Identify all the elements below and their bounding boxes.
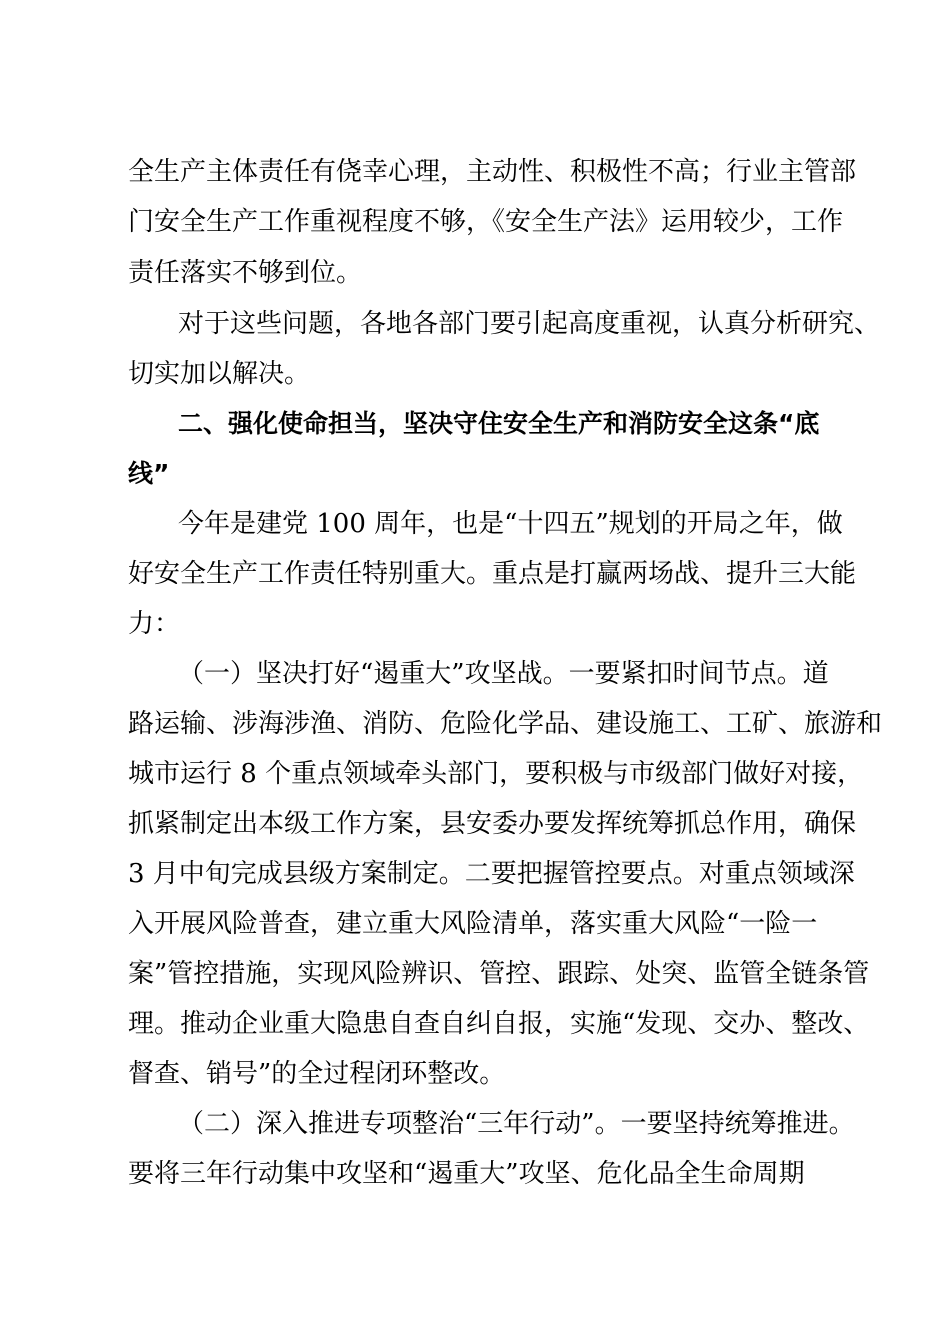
body-text-line: 督查、销号”的全过程闭环整改。 xyxy=(128,1059,506,1089)
body-text-line: 路运输、涉海涉渔、消防、危险化学品、建设施工、工矿、旅游和 xyxy=(128,709,883,739)
body-text-line: 全生产主体责任有侥幸心理，主动性、积极性不高；行业主管部 xyxy=(128,157,857,187)
paragraph-first-line: （一）坚决打好“遏重大”攻坚战。一要紧扣时间节点。道 xyxy=(178,659,829,689)
body-text-line: 责任落实不够到位。 xyxy=(128,258,363,288)
body-text-line: 抓紧制定出本级工作方案，县安委办要发挥统筹抓总作用，确保 xyxy=(128,809,857,839)
paragraph-first-line: （二）深入推进专项整治“三年行动”。一要坚持统筹推进。 xyxy=(178,1109,855,1139)
paragraph-first-line: 对于这些问题，各地各部门要引起高度重视，认真分析研究、 xyxy=(178,309,881,339)
body-text-line: 切实加以解决。 xyxy=(128,359,311,389)
body-text-line: 入开展风险普查，建立重大风险清单，落实重大风险“一险一 xyxy=(128,909,818,939)
paragraph-first-line: 今年是建党 100 周年，也是“十四五”规划的开局之年，做 xyxy=(178,509,843,539)
body-text-line: 门安全生产工作重视程度不够，《安全生产法》运用较少，工作 xyxy=(128,207,844,237)
body-text-line: 城市运行 8 个重点领域牵头部门，要积极与市级部门做好对接， xyxy=(128,759,864,789)
body-text-line: 力： xyxy=(128,609,181,639)
body-text-line: 案”管控措施，实现风险辨识、管控、跟踪、处突、监管全链条管 xyxy=(128,959,870,989)
body-text-line: 好安全生产工作责任特别重大。重点是打赢两场战、提升三大能 xyxy=(128,559,857,589)
body-text-line: 理。推动企业重大隐患自查自纠自报，实施“发现、交办、整改、 xyxy=(128,1009,870,1039)
section-heading: 二、强化使命担当，坚决守住安全生产和消防安全这条“底 xyxy=(178,409,820,438)
body-text-line: 要将三年行动集中攻坚和“遏重大”攻坚、危化品全生命周期 xyxy=(128,1159,805,1189)
body-text-line: 3 月中旬完成县级方案制定。二要把握管控要点。对重点领域深 xyxy=(128,859,855,889)
section-heading: 线” xyxy=(128,459,170,488)
